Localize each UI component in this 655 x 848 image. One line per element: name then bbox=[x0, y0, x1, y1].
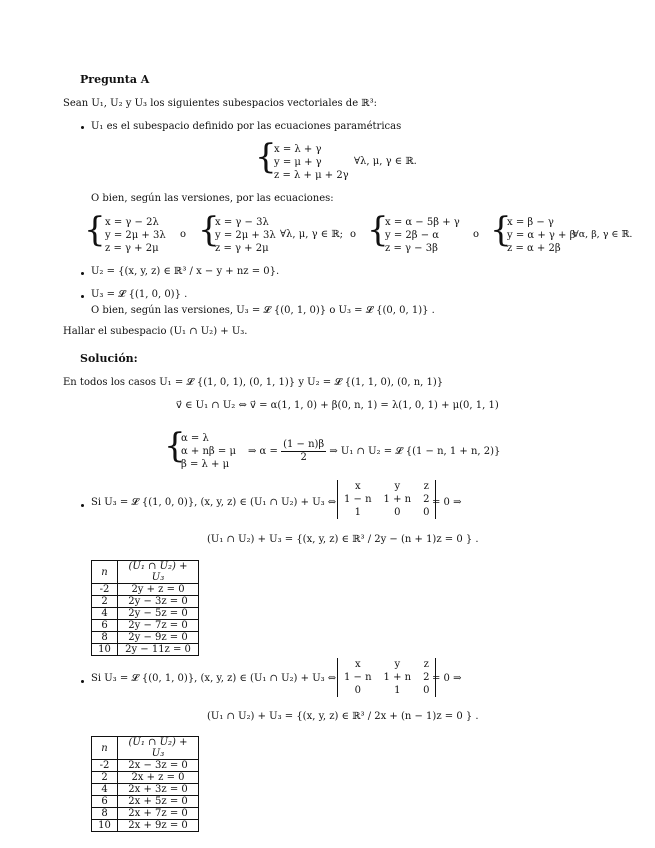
equation: x = γ − 2λ bbox=[105, 217, 159, 228]
table-row bbox=[92, 644, 199, 656]
table-cell: 4 bbox=[92, 784, 118, 796]
separator-o: o bbox=[180, 229, 187, 240]
system-version-4-quantifier: ∀α, β, γ ∈ ℝ. bbox=[573, 229, 633, 240]
table-row bbox=[92, 596, 199, 608]
fraction-numerator: (1 − n)β bbox=[283, 439, 325, 450]
table-cell: 2x + 9z = 0 bbox=[118, 820, 199, 832]
det-cell: z bbox=[423, 481, 429, 492]
equation: β = λ + μ bbox=[181, 459, 230, 470]
case2-det-tail: = 0 ⇒ bbox=[432, 673, 462, 684]
table-cell: 8 bbox=[92, 632, 118, 644]
table-cell: 2y − 9z = 0 bbox=[118, 632, 199, 644]
left-brace: { bbox=[84, 210, 106, 250]
solution-heading: Solución: bbox=[80, 352, 138, 365]
equation: y = 2μ + 3λ bbox=[215, 230, 276, 241]
case1-table bbox=[91, 560, 199, 656]
table-cell: 2x + 5z = 0 bbox=[118, 796, 199, 808]
table-row bbox=[92, 808, 199, 820]
det-cell: 0 bbox=[423, 685, 430, 696]
table-header-cell: (U₁ ∩ U₂) + U₃ bbox=[118, 561, 199, 584]
case1-result: (U₁ ∩ U₂) + U₃ = {(x, y, z) ∈ ℝ³ / 2y − (n + 1)z = 0 } . bbox=[207, 534, 479, 545]
left-brace: { bbox=[490, 210, 512, 250]
case1-determinant bbox=[337, 480, 436, 519]
det-cell: 0 bbox=[423, 507, 430, 518]
det-cell: x bbox=[354, 481, 361, 492]
fraction bbox=[281, 439, 326, 464]
det-cell: 1 bbox=[394, 685, 401, 696]
left-brace: { bbox=[164, 426, 186, 466]
case2-result: (U₁ ∩ U₂) + U₃ = {(x, y, z) ∈ ℝ³ / 2x + (n − 1)z = 0 } . bbox=[207, 711, 479, 722]
det-cell: y bbox=[394, 481, 401, 492]
equation: x = λ + γ bbox=[274, 144, 322, 155]
table-row bbox=[92, 760, 199, 772]
equation: z = γ + 2μ bbox=[215, 243, 269, 254]
table-cell: 2 bbox=[92, 772, 118, 784]
u1-main-system bbox=[274, 143, 349, 182]
equation: α = λ bbox=[181, 433, 209, 444]
table-header-cell: n bbox=[92, 737, 118, 760]
bullet bbox=[81, 126, 84, 129]
solution-implication bbox=[248, 439, 500, 464]
table-row bbox=[92, 784, 199, 796]
det-cell: 1 + n bbox=[383, 494, 412, 505]
bullet bbox=[81, 272, 84, 275]
case2-determinant bbox=[337, 658, 436, 697]
separator-o: o bbox=[473, 229, 480, 240]
table-cell: 2 bbox=[92, 596, 118, 608]
table-row bbox=[92, 632, 199, 644]
equation: z = α + 2β bbox=[507, 243, 561, 254]
table-cell: 2x + 7z = 0 bbox=[118, 808, 199, 820]
det-cell: 1 bbox=[354, 507, 361, 518]
table-header-cell: n bbox=[92, 561, 118, 584]
case1-lead: Si U₃ = 𝓛 {(1, 0, 0)}, (x, y, z) ∈ (U₁ ∩ U₂) + U₃ ⇔ bbox=[91, 497, 337, 508]
table-cell: 2x + z = 0 bbox=[118, 772, 199, 784]
left-brace: { bbox=[255, 137, 277, 177]
table-row bbox=[92, 608, 199, 620]
table-row bbox=[92, 620, 199, 632]
u1-description: U₁ es el subespacio definido por las ecuaciones paramétricas bbox=[91, 121, 402, 132]
det-cell: x bbox=[354, 659, 361, 670]
page-title: Pregunta A bbox=[80, 73, 150, 86]
system-version-2-quantifier: ∀λ, μ, γ ∈ ℝ; bbox=[280, 229, 344, 240]
equation: z = λ + μ + 2γ bbox=[274, 170, 349, 181]
table-cell: 4 bbox=[92, 608, 118, 620]
table-cell: 2y + z = 0 bbox=[118, 584, 199, 596]
implication-text: ⇒ α = bbox=[248, 446, 278, 457]
equation: y = μ + γ bbox=[274, 157, 322, 168]
table-cell: 2x − 3z = 0 bbox=[118, 760, 199, 772]
table-cell: 2y − 7z = 0 bbox=[118, 620, 199, 632]
equation: x = γ − 3λ bbox=[215, 217, 269, 228]
det-cell: 2 bbox=[423, 494, 430, 505]
table-row bbox=[92, 820, 199, 832]
system-version-1 bbox=[105, 216, 166, 255]
u3-versions: O bien, según las versiones, U₃ = 𝓛 {(0, 1, 0)} o U₃ = 𝓛 {(0, 0, 1)} . bbox=[91, 305, 435, 316]
u2-definition: U₂ = {(x, y, z) ∈ ℝ³ / x − y + nz = 0}. bbox=[91, 266, 280, 277]
equation: y = α + γ + β bbox=[507, 230, 576, 241]
table-row bbox=[92, 772, 199, 784]
table-cell: 2y − 11z = 0 bbox=[118, 644, 199, 656]
equation: x = α − 5β + γ bbox=[385, 217, 460, 228]
det-cell: 1 − n bbox=[344, 672, 372, 683]
fraction-denominator: 2 bbox=[300, 452, 307, 463]
equation: α + nβ = μ bbox=[181, 446, 236, 457]
case2-table bbox=[91, 736, 199, 832]
det-cell: y bbox=[394, 659, 401, 670]
det-cell: 1 + n bbox=[383, 672, 412, 683]
table-header-cell: (U₁ ∩ U₂) + U₃ bbox=[118, 737, 199, 760]
intersection-result: ⇒ U₁ ∩ U₂ = 𝓛 {(1 − n, 1 + n, 2)} bbox=[329, 446, 501, 457]
equation: y = 2μ + 3λ bbox=[105, 230, 166, 241]
question-text: Hallar el subespacio (U₁ ∩ U₂) + U₃. bbox=[63, 326, 248, 337]
table-cell: 8 bbox=[92, 808, 118, 820]
intro-text: Sean U₁, U₂ y U₃ los siguientes subespacios vectoriales de ℝ³: bbox=[63, 98, 377, 109]
table-header-row bbox=[92, 737, 199, 760]
bullet bbox=[81, 504, 84, 507]
system-version-3 bbox=[385, 216, 460, 255]
bullet bbox=[81, 680, 84, 683]
equation: z = γ − 3β bbox=[385, 243, 438, 254]
equation: x = β − γ bbox=[507, 217, 554, 228]
versions-text: O bien, según las versiones, por las ecuaciones: bbox=[91, 193, 334, 204]
separator-o: o bbox=[350, 229, 357, 240]
equation: z = γ + 2μ bbox=[105, 243, 159, 254]
bullet bbox=[81, 295, 84, 298]
table-cell: 2y − 5z = 0 bbox=[118, 608, 199, 620]
table-cell: 10 bbox=[92, 820, 118, 832]
det-cell: z bbox=[423, 659, 429, 670]
table-header-row bbox=[92, 561, 199, 584]
table-cell: 6 bbox=[92, 620, 118, 632]
det-cell: 2 bbox=[423, 672, 430, 683]
table-row bbox=[92, 796, 199, 808]
table-cell: 10 bbox=[92, 644, 118, 656]
det-cell: 0 bbox=[354, 685, 361, 696]
system-version-4 bbox=[507, 216, 575, 255]
table-cell: -2 bbox=[92, 760, 118, 772]
u1-quantifier: ∀λ, μ, γ ∈ ℝ. bbox=[354, 156, 417, 167]
solution-system bbox=[181, 432, 236, 471]
system-version-2 bbox=[215, 216, 276, 255]
case1-det-tail: = 0 ⇒ bbox=[432, 497, 462, 508]
u3-definition: U₃ = 𝓛 {(1, 0, 0)} . bbox=[91, 289, 188, 300]
det-cell: 0 bbox=[394, 507, 401, 518]
solution-line-2: v⃗ ∈ U₁ ∩ U₂ ⇔ v⃗ = α(1, 1, 0) + β(0, n, 1) = λ(1, 0, 1) + μ(0, 1, 1) bbox=[176, 400, 499, 411]
left-brace: { bbox=[198, 210, 220, 250]
table-cell: 2y − 3z = 0 bbox=[118, 596, 199, 608]
table-cell: 2x + 3z = 0 bbox=[118, 784, 199, 796]
solution-line-1: En todos los casos U₁ = 𝓛 {(1, 0, 1), (0, 1, 1)} y U₂ = 𝓛 {(1, 1, 0), (0, n, 1)} bbox=[63, 377, 444, 388]
case2-lead: Si U₃ = 𝓛 {(0, 1, 0)}, (x, y, z) ∈ (U₁ ∩ U₂) + U₃ ⇔ bbox=[91, 673, 337, 684]
left-brace: { bbox=[367, 210, 389, 250]
table-row bbox=[92, 584, 199, 596]
det-cell: 1 − n bbox=[344, 494, 372, 505]
equation: y = 2β − α bbox=[385, 230, 440, 241]
table-cell: 6 bbox=[92, 796, 118, 808]
table-cell: -2 bbox=[92, 584, 118, 596]
